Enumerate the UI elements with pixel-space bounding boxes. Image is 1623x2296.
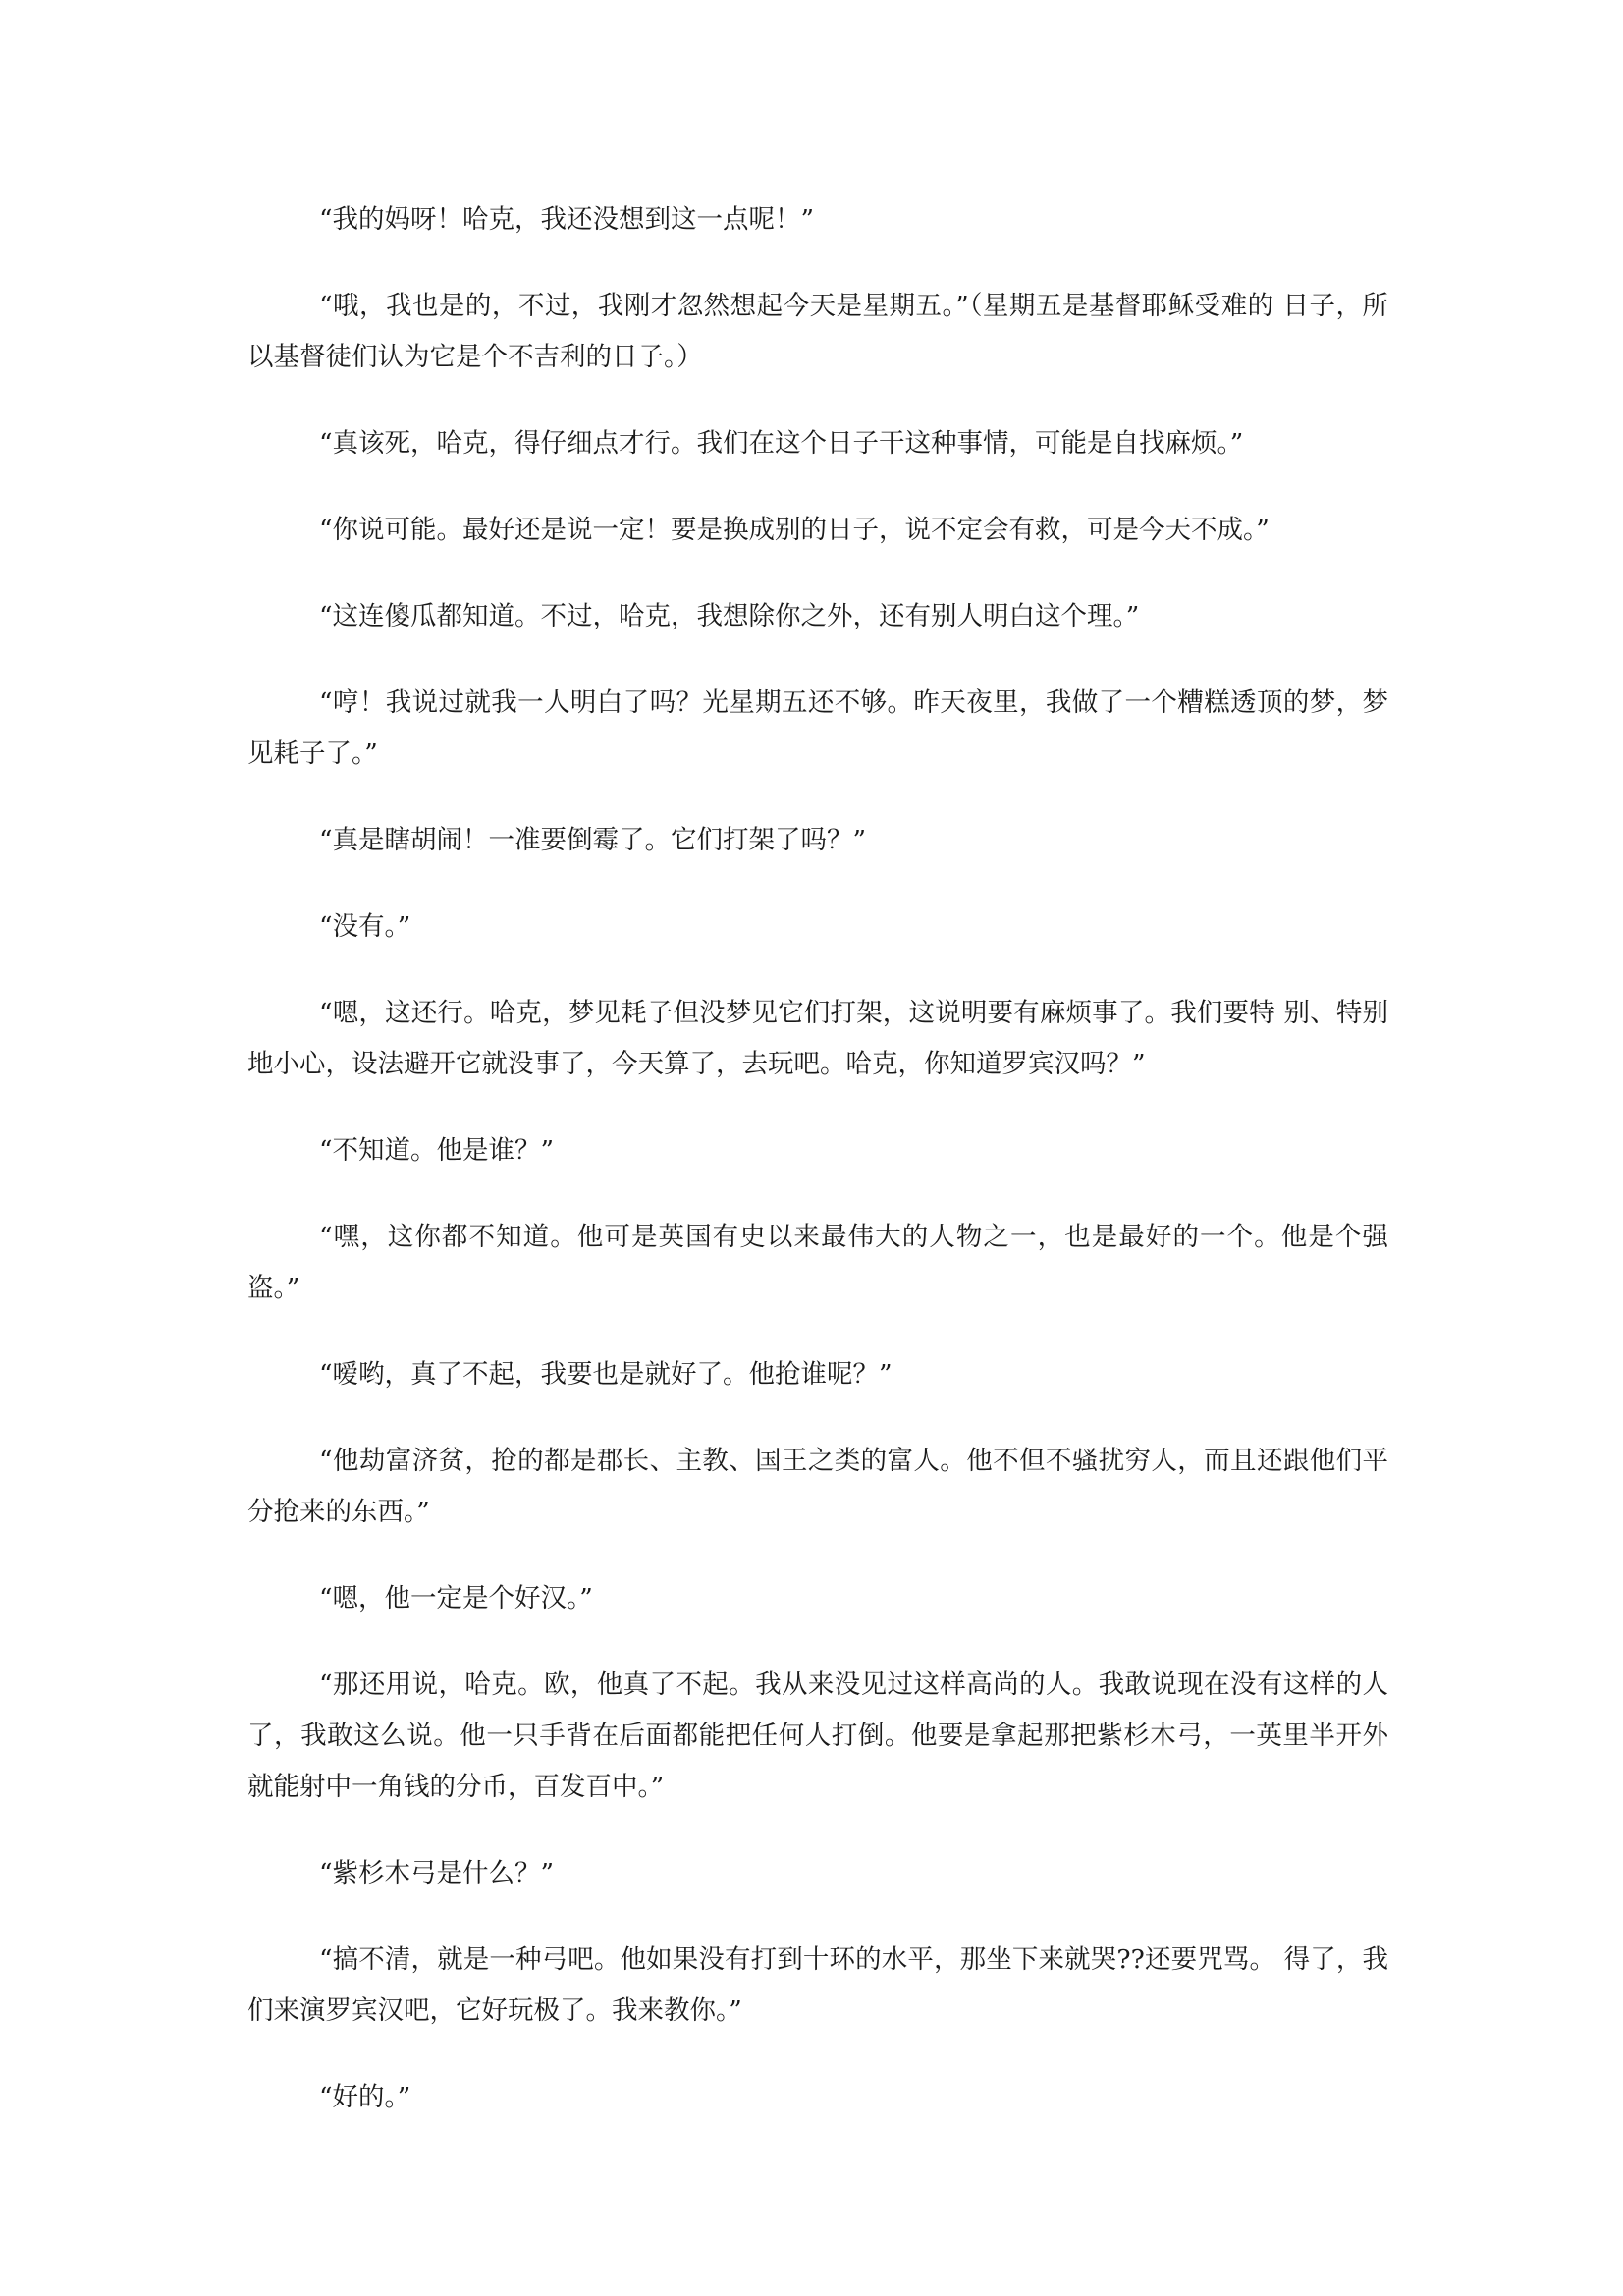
- paragraph-3: “真该死，哈克，得仔细点才行。我们在这个日子干这种事情，可能是自找麻烦。”: [319, 428, 1244, 459]
- paragraph-8: “没有。”: [319, 911, 411, 942]
- paragraph-5: “这连傻瓜都知道。不过，哈克，我想除你之外，还有别人明白这个理。”: [319, 601, 1140, 631]
- paragraph-1: “我的妈呀！哈克，我还没想到这一点呢！”: [319, 204, 815, 235]
- paragraph-12: “嗳哟，真了不起，我要也是就好了。他抢谁呢？”: [319, 1359, 893, 1390]
- paragraph-11: “嘿，这你都不知道。他可是英国有史以来最伟大的人物之一，也是最好的一个。他是个强盗。”: [247, 1222, 1388, 1303]
- paragraph-14: “嗯，他一定是个好汉。”: [319, 1583, 593, 1613]
- paragraph-10: “不知道。他是谁？”: [319, 1135, 555, 1166]
- paragraph-18: “好的。”: [319, 2082, 411, 2112]
- paragraph-6: “哼！我说过就我一人明白了吗？光星期五还不够。昨天夜里，我做了一个糟糕透顶的梦，梦见耗子了。”: [247, 687, 1388, 769]
- paragraph-7: “真是瞎胡闹！一准要倒霉了。它们打架了吗？”: [319, 825, 867, 855]
- paragraph-4: “你说可能。最好还是说一定！要是换成别的日子，说不定会有救，可是今天不成。”: [319, 515, 1270, 545]
- paragraph-13: “他劫富济贫，抢的都是郡长、主教、国王之类的富人。他不但不骚扰穷人，而且还跟他们平分抢来的东西。”: [247, 1446, 1388, 1527]
- paragraph-2: “哦，我也是的，不过，我刚才忽然想起今天是星期五。”（星期五是基督耶稣受难的 日子，所以基督徒们认为它是个不吉利的日子。）: [247, 291, 1388, 372]
- paragraph-17: “搞不清，就是一种弓吧。他如果没有打到十环的水平，那坐下来就哭??还要咒骂。 得了，我们来演罗宾汉吧，它好玩极了。我来教你。”: [247, 1944, 1388, 2026]
- paragraph-9: “嗯，这还行。哈克，梦见耗子但没梦见它们打架，这说明要有麻烦事了。我们要特 别、特别地小心，设法避开它就没事了，今天算了，去玩吧。哈克，你知道罗宾汉吗？”: [247, 998, 1388, 1079]
- paragraph-16: “紫杉木弓是什么？”: [319, 1858, 555, 1888]
- text-body: [247, 194, 1388, 2159]
- paragraph-15: “那还用说，哈克。欧，他真了不起。我从来没见过这样高尚的人。我敢说现在没有这样的人了，我敢这么说。他一只手背在后面都能把任何人打倒。他要是拿起那把紫杉木弓，一英里半开外就能射中一角钱的分币，百发百中。”: [247, 1669, 1388, 1802]
